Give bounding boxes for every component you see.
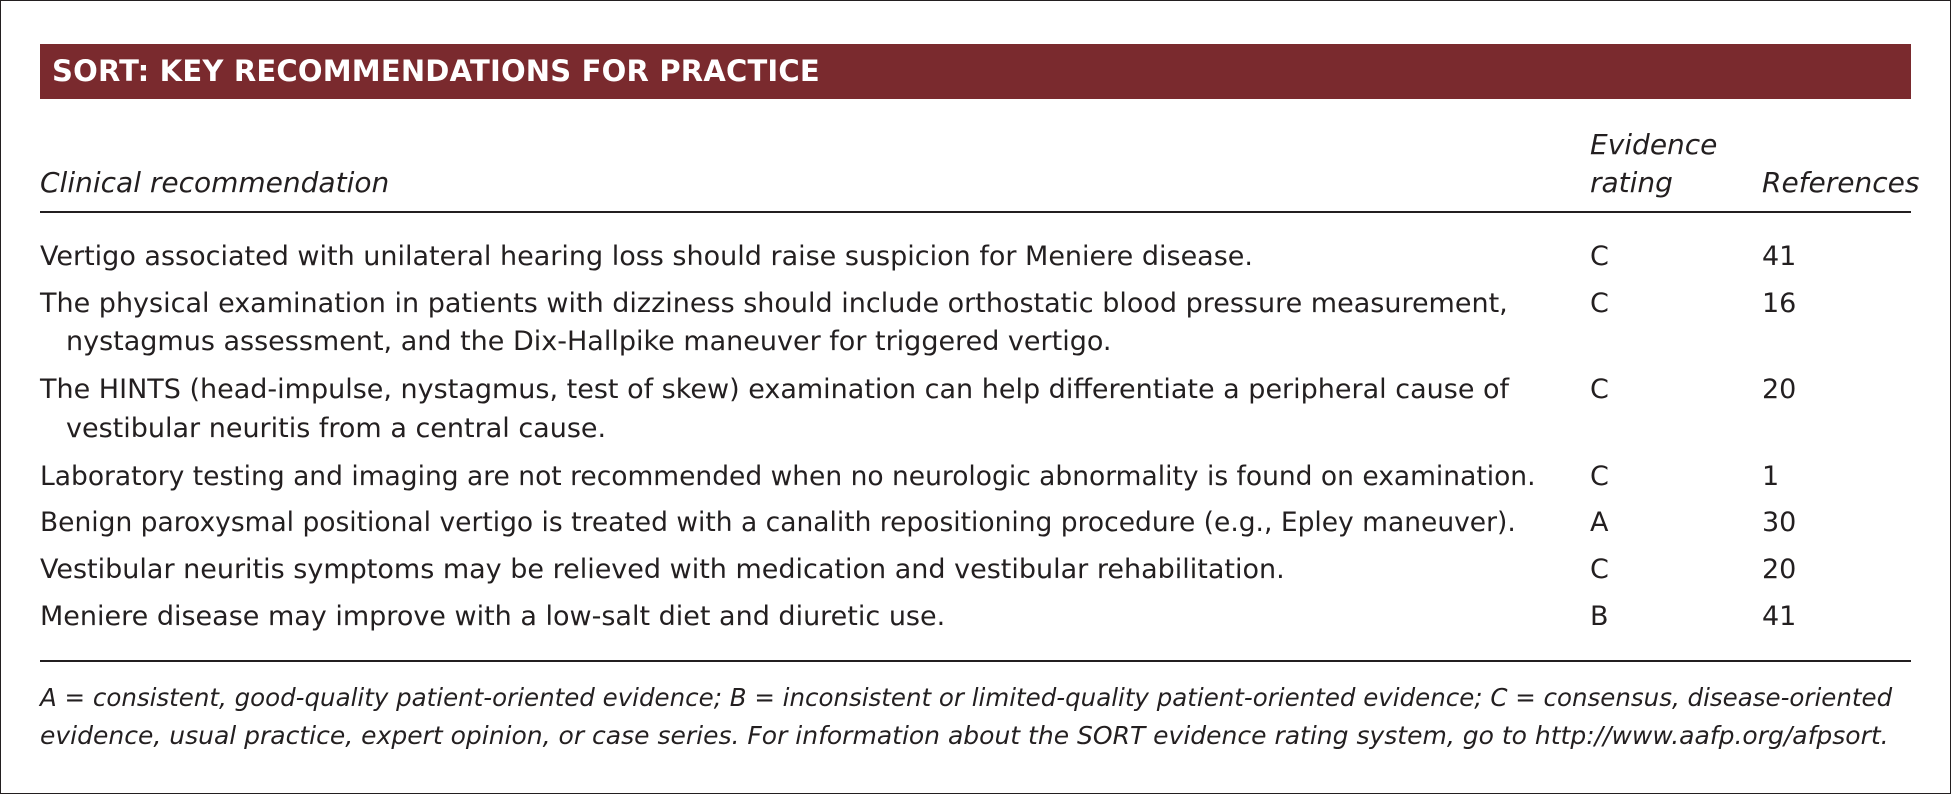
evidence-rating: C [1590, 241, 1609, 272]
reference-number: 41 [1762, 241, 1797, 272]
recommendation-text-continued: nystagmus assessment, and the Dix-Hallpike maneuver for triggered vertigo. [66, 326, 1112, 357]
reference-number: 41 [1762, 601, 1797, 632]
recommendation-text-continued: vestibular neuritis from a central cause. [66, 413, 607, 444]
reference-number: 20 [1762, 554, 1797, 585]
evidence-rating: C [1590, 461, 1609, 492]
header-references: References [1762, 166, 1920, 199]
reference-number: 20 [1762, 374, 1797, 405]
footnote-line-1: A = consistent, good-quality patient-oriented evidence; B = inconsistent or limited-quality patient-oriented evidence; C = consensus, disease-oriented [40, 683, 1893, 712]
recommendation-text: Vertigo associated with unilateral hearing loss should raise suspicion for Meniere disease. [40, 241, 1253, 272]
header-rating-line1: Evidence [1590, 128, 1718, 161]
reference-number: 16 [1762, 288, 1797, 319]
recommendation-text: The HINTS (head-impulse, nystagmus, test of skew) examination can help differentiate a peripheral cause of [40, 374, 1510, 405]
reference-number: 1 [1762, 461, 1780, 492]
table-title: SORT: KEY RECOMMENDATIONS FOR PRACTICE [52, 54, 820, 88]
evidence-rating: C [1590, 554, 1609, 585]
footnote-line-2: evidence, usual practice, expert opinion, or case series. For information about the SORT evidence rating system, go to http://www.aafp.org/afpsort. [40, 721, 1889, 750]
evidence-rating: C [1590, 374, 1609, 405]
footnote [40, 679, 1920, 755]
title-banner [40, 44, 1911, 99]
evidence-rating: A [1590, 507, 1609, 538]
reference-number: 30 [1762, 507, 1797, 538]
evidence-rating: C [1590, 288, 1609, 319]
header-recommendation: Clinical recommendation [40, 166, 390, 199]
recommendation-text: Laboratory testing and imaging are not recommended when no neurologic abnormality is found on examination. [40, 461, 1536, 492]
recommendation-text: Benign paroxysmal positional vertigo is treated with a canalith repositioning procedure (e.g., Epley maneuver). [40, 507, 1516, 538]
recommendation-text: The physical examination in patients with dizziness should include orthostatic blood pressure measurement, [40, 288, 1508, 319]
header-rule [40, 211, 1911, 213]
evidence-rating: B [1590, 601, 1609, 632]
recommendation-text: Vestibular neuritis symptoms may be relieved with medication and vestibular rehabilitation. [40, 554, 1285, 585]
footer-rule [40, 660, 1911, 662]
recommendation-text: Meniere disease may improve with a low-salt diet and diuretic use. [40, 601, 946, 632]
header-rating-line2: rating [1590, 166, 1673, 199]
